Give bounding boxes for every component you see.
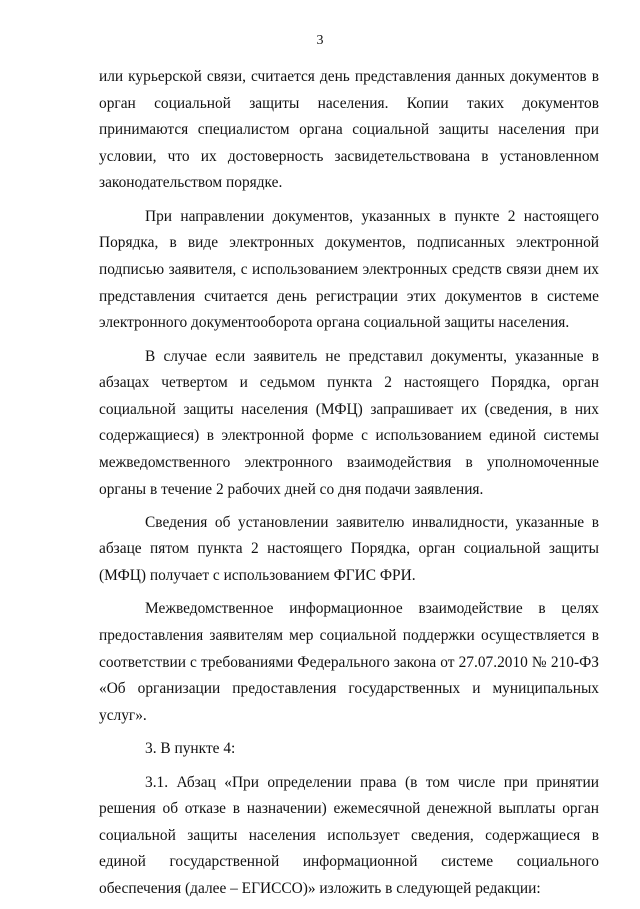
paragraph-disability-info: Сведения об установлении заявителю инвалидности, указанные в абзаце пятом пункта 2 настоящего Порядка, орган социальной защиты (МФЦ) получает с использованием ФГИС ФРИ.: [99, 513, 599, 585]
paragraph-point-3-1: 3.1. Абзац «При определении права (в том числе при принятии решения об отказе в назначении) ежемесячной денежной выплаты орган социальной защиты населения использует сведения, содержащиеся в единой государственной информационной системе социального обеспечения (далее – ЕГИССО)» изложить в следующей редакции:: [99, 773, 599, 897]
document-body: [99, 64, 599, 909]
page-number: 3: [316, 33, 324, 48]
paragraph-point-3-heading: 3. В пункте 4:: [145, 740, 236, 758]
paragraph-electronic-documents: При направлении документов, указанных в пункте 2 настоящего Порядка, в виде электронных документов, подписанных электронной подписью заявителя, с использованием электронных средств связи днем их представления считается день регистрации этих документов в системе электронного документооборота органа социальной защиты населения.: [99, 207, 599, 332]
paragraph-missing-documents: В случае если заявитель не представил документы, указанные в абзацах четвертом и седьмом пункта 2 настоящего Порядка, орган социальной защиты населения (МФЦ) запрашивает их (сведения, в них содержащиеся) в электронной форме с использованием единой системы межведомственного электронного взаимодействия в уполномоченные органы в течение 2 рабочих дней со дня подачи заявления.: [99, 347, 599, 498]
paragraph-courier-delivery: или курьерской связи, считается день представления данных документов в орган социальной защиты населения. Копии таких документов принимаются специалистом органа социальной защиты населения при условии, что их достоверность засвидетельствована в установленном законодательством порядке.: [99, 68, 599, 192]
paragraph-interagency-interaction: Межведомственное информационное взаимодействие в целях предоставления заявителям мер социальной поддержки осуществляется в соответствии с требованиями Федерального закона от 27.07.2010 № 210-ФЗ «Об организации предоставления государственных и муниципальных услуг».: [99, 600, 599, 724]
